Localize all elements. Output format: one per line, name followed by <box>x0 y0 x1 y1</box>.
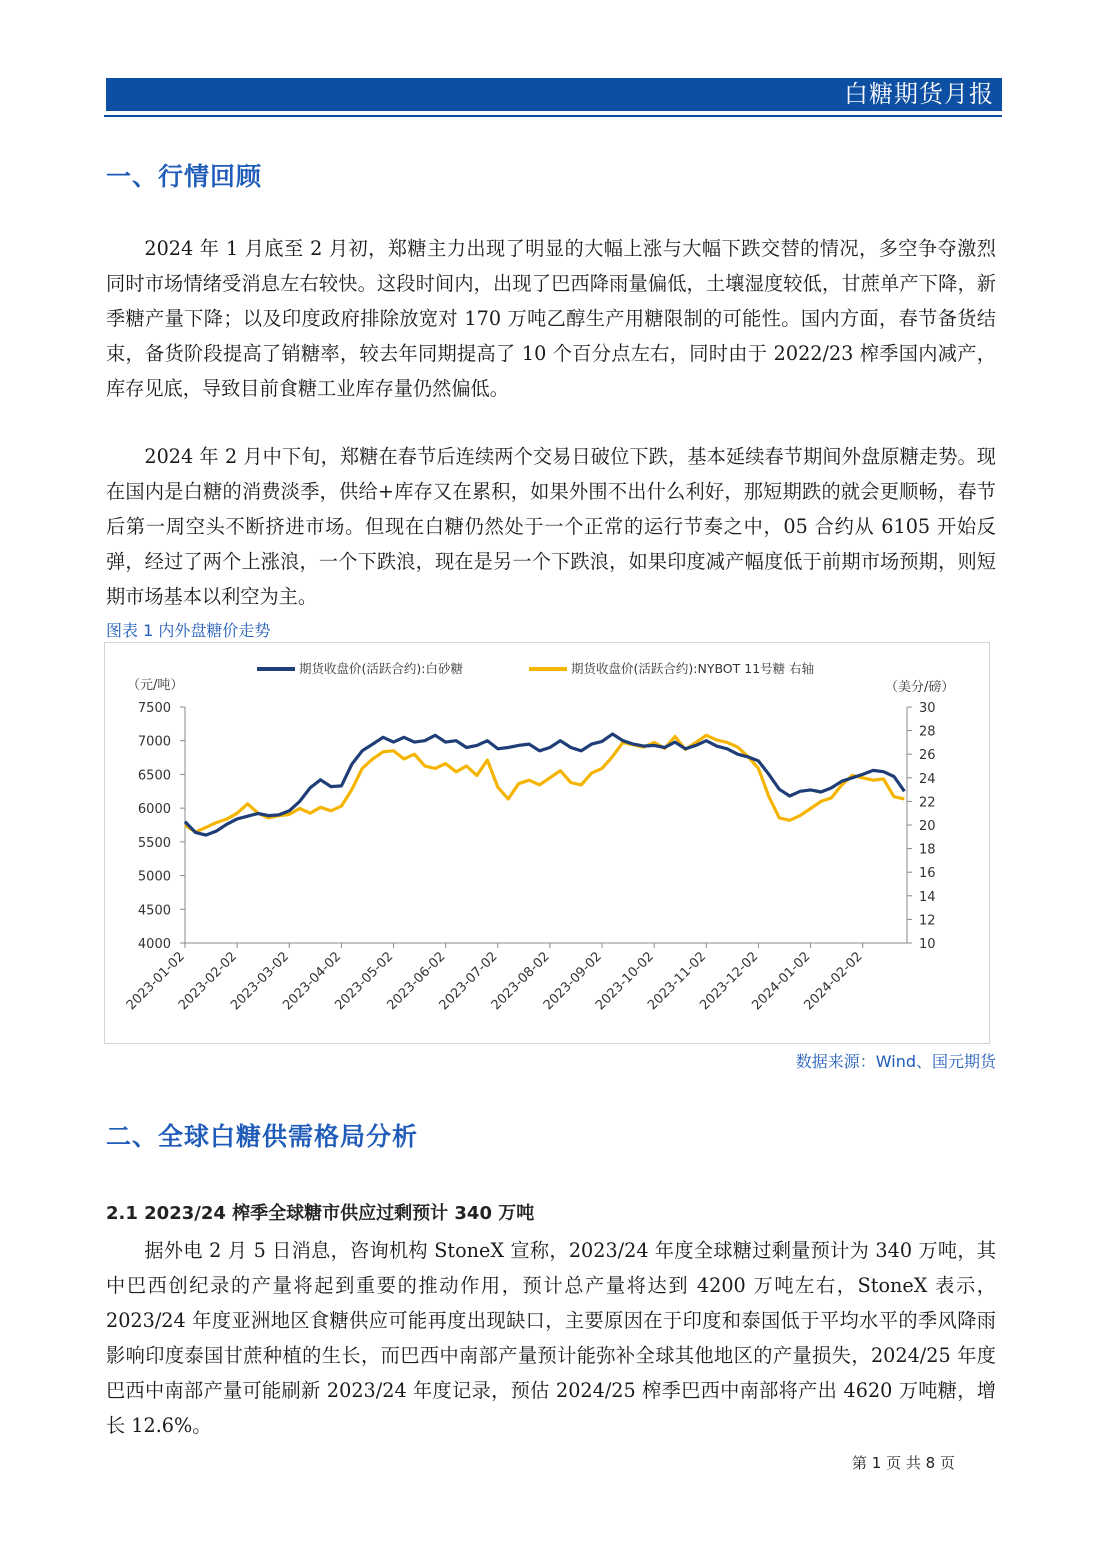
section1-paragraph-2: 2024 年 2 月中下旬，郑糖在春节后连续两个交易日破位下跌，基本延续春节期间外盘原糖走势。现在国内是白糖的消费淡季，供给+库存又在累积，如果外围不出什么利好，那短期跌的就会更顺畅，春节后第一周空头不断挤进市场。但现在白糖仍然处于一个正常的运行节奏之中，05 合约从 6105 开始反弹，经过了两个上涨浪，一个下跌浪，现在是另一个下跌浪，如果印度减产幅度低于前期市场预期，则短期市场基本以利空为主。 <box>106 445 996 608</box>
x-tick-label: 2023-04-02 <box>280 949 345 1014</box>
chart-legend <box>257 661 814 676</box>
right-axis-unit: （美分/磅） <box>885 680 955 695</box>
left-tick-label: 5000 <box>137 869 171 885</box>
report-title: 白糖期货月报 <box>844 80 994 108</box>
x-tick-label: 2023-02-02 <box>175 949 240 1014</box>
chart-series <box>185 734 904 835</box>
left-tick-label: 7500 <box>137 701 171 716</box>
left-tick-label: 5500 <box>137 835 171 851</box>
right-tick-label: 14 <box>919 889 936 905</box>
x-tick-label: 2023-05-02 <box>332 949 397 1014</box>
left-tick-label: 6500 <box>137 768 171 784</box>
right-tick-label: 24 <box>919 771 936 787</box>
x-tick-label: 2023-11-02 <box>645 949 710 1014</box>
x-tick-label: 2023-10-02 <box>592 949 657 1014</box>
section1-paragraph-1: 2024 年 1 月底至 2 月初，郑糖主力出现了明显的大幅上涨与大幅下跌交替的情况，多空争夺激烈同时市场情绪受消息左右较快。这段时间内，出现了巴西降雨量偏低，土壤湿度较低，甘蔗单产下降，新季糖产量下降；以及印度政府排除放宽对 170 万吨乙醇生产用糖限制的可能性。国内方面，春节备货结束，备货阶段提高了销糖率，较去年同期提高了 10 个百分点左右，同时由于 2022/23 榨季国内减产，库存见底，导致目前食糖工业库存量仍然偏低。 <box>106 237 996 400</box>
price-trend-chart <box>104 642 990 1044</box>
chart-axes <box>124 701 936 1013</box>
section2-paragraph: 据外电 2 月 5 日消息，咨询机构 StoneX 宣称，2023/24 年度全球糖过剩量预计为 340 万吨，其中巴西创纪录的产量将起到重要的推动作用，预计总产量将达到 4200 万吨左右，StoneX 表示，2023/24 年度亚洲地区食糖供应可能再度出现缺口，主要原因在于印度和泰国低于平均水平的季风降雨影响印度泰国甘蔗种植的生长，而巴西中南部产量预计能弥补全球其他地区的产量损失，2024/25 年度巴西中南部产量可能刷新 2023/24 年度记录，预估 2024/25 榨季巴西中南部将产出 4620 万吨糖，增长 12.6%。 <box>106 1239 996 1437</box>
report-header-bar <box>106 78 1002 111</box>
x-tick-label: 2023-08-02 <box>488 949 553 1014</box>
legend-label-nybot: 期货收盘价(活跃合约):NYBOT 11号糖 右轴 <box>571 661 815 676</box>
left-tick-label: 4500 <box>137 903 171 919</box>
x-tick-label: 2023-12-02 <box>697 949 762 1014</box>
x-tick-label: 2023-07-02 <box>436 949 501 1014</box>
section2-heading: 二、全球白糖供需格局分析 <box>106 1122 419 1151</box>
x-tick-label: 2023-09-02 <box>540 949 605 1014</box>
left-axis-unit: （元/吨） <box>127 678 184 693</box>
chart-svg <box>105 643 989 1043</box>
x-tick-label: 2023-03-02 <box>228 949 293 1014</box>
x-tick-label: 2023-06-02 <box>384 949 449 1014</box>
right-tick-label: 28 <box>919 724 936 740</box>
figure-caption: 图表 1 内外盘糖价走势 <box>106 621 271 640</box>
figure-source: 数据来源：Wind、国元期货 <box>795 1052 996 1071</box>
left-tick-label: 6000 <box>137 802 171 818</box>
x-tick-label: 2024-01-02 <box>749 949 814 1014</box>
page-number: 第 1 页 共 8 页 <box>852 1454 955 1472</box>
header-divider <box>104 115 1002 117</box>
right-tick-label: 26 <box>919 748 936 764</box>
right-tick-label: 10 <box>919 937 936 952</box>
section1-heading: 一、行情回顾 <box>106 162 263 191</box>
right-tick-label: 12 <box>919 913 936 929</box>
section2-sub-heading: 2.1 2023/24 榨季全球糖市供应过剩预计 340 万吨 <box>106 1203 535 1224</box>
right-tick-label: 18 <box>919 842 936 858</box>
x-tick-label: 2024-02-02 <box>801 949 866 1014</box>
right-tick-label: 20 <box>919 819 936 834</box>
x-tick-label: 2023-01-02 <box>123 949 188 1014</box>
left-tick-label: 7000 <box>137 734 171 750</box>
series-line-domestic-sugar <box>185 734 904 835</box>
left-tick-label: 4000 <box>137 937 171 952</box>
right-tick-label: 30 <box>919 701 936 716</box>
right-tick-label: 22 <box>919 795 936 811</box>
right-tick-label: 16 <box>919 866 936 882</box>
legend-label-domestic: 期货收盘价(活跃合约):白砂糖 <box>299 661 463 676</box>
